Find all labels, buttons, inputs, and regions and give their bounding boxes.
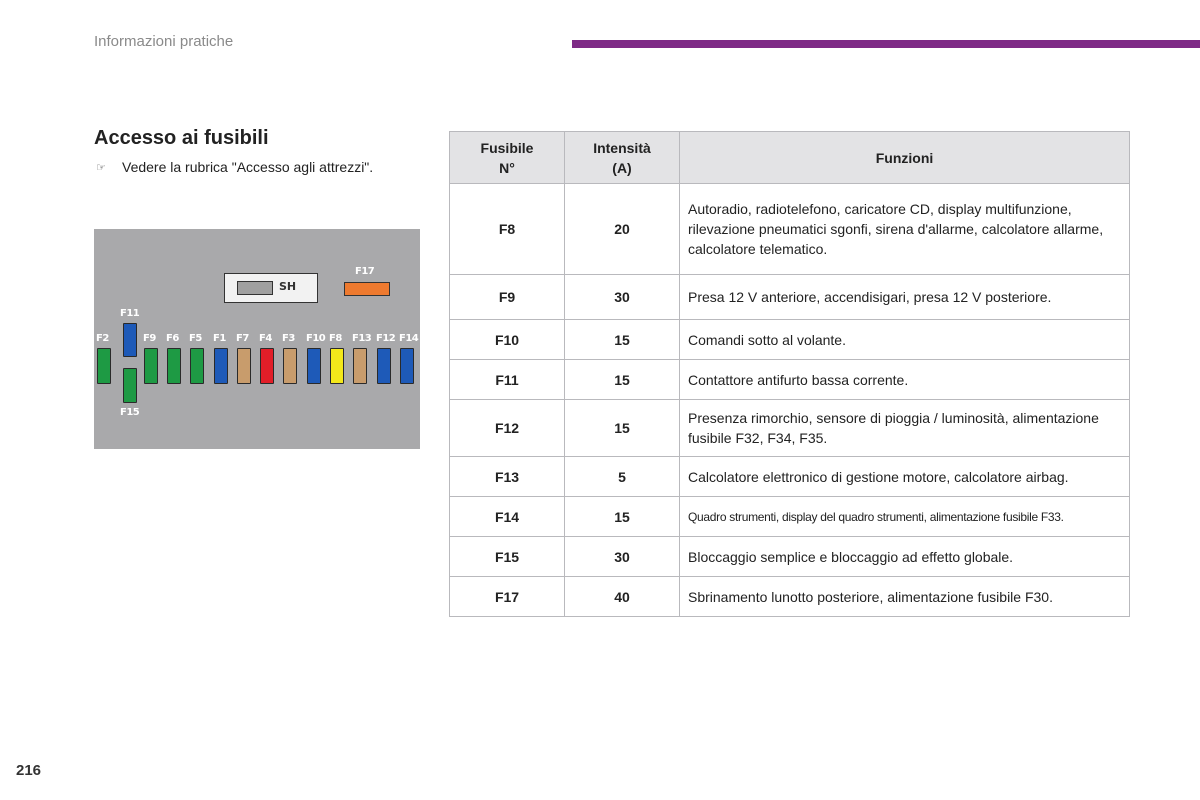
fuse-label-f17: F17 — [355, 266, 375, 277]
fuse-label-f1: F1 — [213, 333, 226, 344]
fuse-label-f12: F12 — [376, 333, 396, 344]
fuse-label-f13: F13 — [352, 333, 372, 344]
table-row — [450, 497, 1130, 537]
section-header: Informazioni pratiche — [94, 33, 234, 50]
pointing-hand-icon: ☞ — [96, 161, 106, 174]
fuse-label-f6: F6 — [166, 333, 179, 344]
fuse-label-f10: F10 — [306, 333, 326, 344]
fuse-number: F17 — [450, 577, 565, 617]
header-amp: Intensità (A) — [565, 132, 680, 184]
fuse-label-f11: F11 — [120, 308, 140, 319]
fuse-f13 — [353, 348, 367, 384]
fuse-table — [449, 131, 1130, 617]
fuse-f7 — [237, 348, 251, 384]
instruction-line — [96, 159, 373, 175]
fuse-amperage: 15 — [565, 497, 680, 537]
table-row — [450, 400, 1130, 457]
fuse-label-f8: F8 — [329, 333, 342, 344]
header-accent-bar — [572, 40, 1200, 48]
header-fuse: Fusibile N° — [450, 132, 565, 184]
fuse-number: F9 — [450, 275, 565, 320]
fuse-number: F14 — [450, 497, 565, 537]
fuse-amperage: 15 — [565, 400, 680, 457]
fuse-label-f2: F2 — [96, 333, 109, 344]
fuse-number: F8 — [450, 184, 565, 275]
fuse-amperage: 40 — [565, 577, 680, 617]
fuse-amperage: 30 — [565, 275, 680, 320]
fuse-number: F15 — [450, 537, 565, 577]
table-row — [450, 457, 1130, 497]
fuse-number: F13 — [450, 457, 565, 497]
table-row — [450, 275, 1130, 320]
fuse-function: Quadro strumenti, display del quadro strumenti, alimentazione fusibile F33. — [680, 497, 1130, 537]
fuse-amperage: 15 — [565, 320, 680, 360]
table-row — [450, 537, 1130, 577]
shunt — [237, 281, 273, 295]
shunt-slot — [224, 273, 318, 303]
fuse-function: Calcolatore elettronico di gestione motore, calcolatore airbag. — [680, 457, 1130, 497]
fuse-f17 — [344, 282, 390, 296]
fusebox-diagram — [94, 229, 420, 449]
page-number: 216 — [16, 762, 42, 779]
fuse-function: Presenza rimorchio, sensore di pioggia / luminosità, alimentazione fusibile F32, F34, F35. — [680, 400, 1130, 457]
fuse-f2 — [97, 348, 111, 384]
table-row — [450, 320, 1130, 360]
page-title: Accesso ai fusibili — [94, 127, 269, 149]
fuse-function: Sbrinamento lunotto posteriore, alimentazione fusibile F30. — [680, 577, 1130, 617]
fuse-amperage: 30 — [565, 537, 680, 577]
fuse-label-f7: F7 — [236, 333, 249, 344]
fuse-function: Autoradio, radiotelefono, caricatore CD, display multifunzione, rilevazione pneumatici sgonfi, sirena d'allarme, calcolatore allarme, calcolatore telematico. — [680, 184, 1130, 275]
fuse-f4 — [260, 348, 274, 384]
instruction-text: Vedere la rubrica "Accesso agli attrezzi". — [122, 159, 374, 175]
fuse-f14 — [400, 348, 414, 384]
fuse-function: Presa 12 V anteriore, accendisigari, presa 12 V posteriore. — [680, 275, 1130, 320]
fuse-amperage: 5 — [565, 457, 680, 497]
fuse-label-f15: F15 — [120, 407, 140, 418]
fuse-f12 — [377, 348, 391, 384]
fuse-f8 — [330, 348, 344, 384]
fuse-function: Contattore antifurto bassa corrente. — [680, 360, 1130, 400]
fuse-label-f9: F9 — [143, 333, 156, 344]
fuse-function: Bloccaggio semplice e bloccaggio ad effetto globale. — [680, 537, 1130, 577]
table-row — [450, 360, 1130, 400]
fuse-f5 — [190, 348, 204, 384]
fuse-number: F12 — [450, 400, 565, 457]
fuse-label-f5: F5 — [189, 333, 202, 344]
table-header-row — [450, 132, 1130, 184]
fuse-label-f3: F3 — [282, 333, 295, 344]
table-row — [450, 577, 1130, 617]
table-row — [450, 184, 1130, 275]
fuse-label-f4: F4 — [259, 333, 272, 344]
fuse-f10 — [307, 348, 321, 384]
fuse-f11 — [123, 323, 137, 357]
fuse-f6 — [167, 348, 181, 384]
fuse-number: F11 — [450, 360, 565, 400]
fuse-amperage: 20 — [565, 184, 680, 275]
fuse-f1 — [214, 348, 228, 384]
header-func: Funzioni — [680, 132, 1130, 184]
fuse-function: Comandi sotto al volante. — [680, 320, 1130, 360]
fuse-number: F10 — [450, 320, 565, 360]
fuse-amperage: 15 — [565, 360, 680, 400]
fuse-f9 — [144, 348, 158, 384]
fuse-f3 — [283, 348, 297, 384]
fuse-f15 — [123, 368, 137, 403]
fuse-label-f14: F14 — [399, 333, 419, 344]
shunt-label: SH — [279, 280, 297, 293]
